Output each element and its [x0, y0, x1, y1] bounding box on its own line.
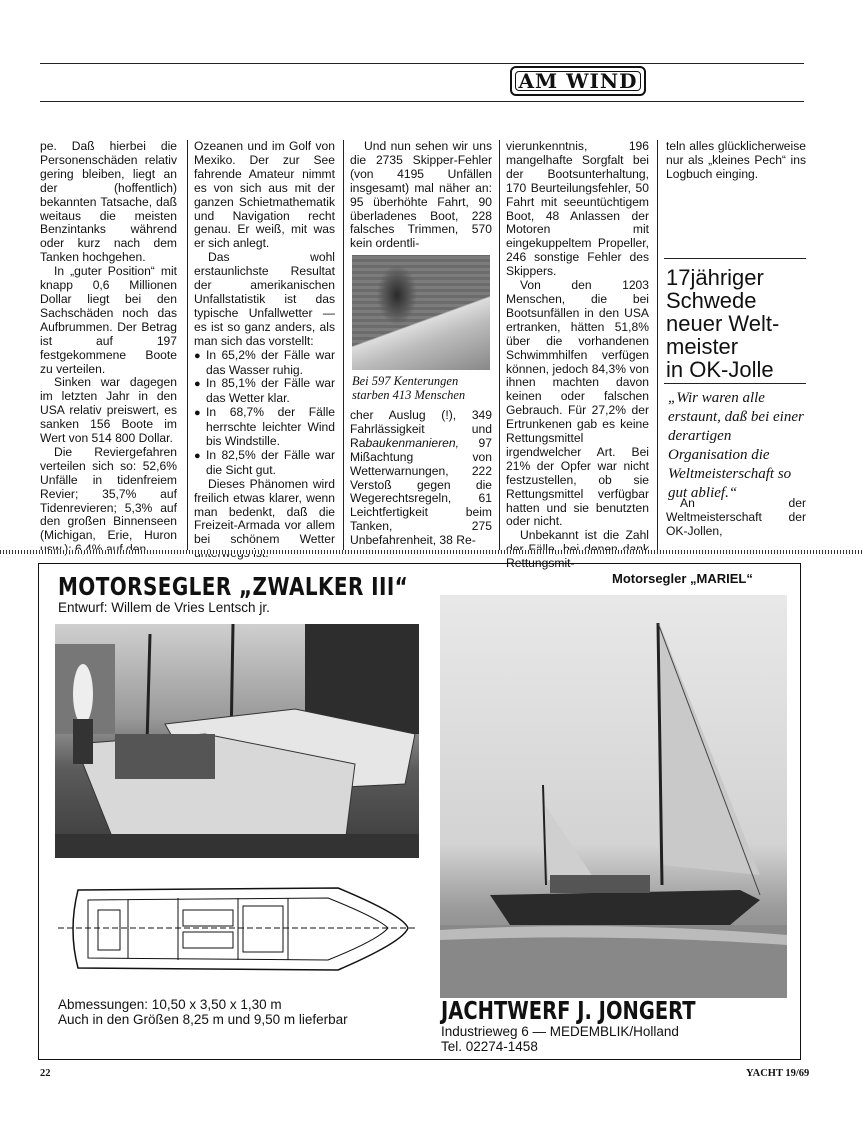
- zwalker-boat-photo: [55, 624, 419, 858]
- shipyard-address: [441, 1024, 679, 1054]
- shipyard-name: JACHTWERF J. JONGERT: [441, 996, 696, 1025]
- paragraph: Sinken war dagegen im letzten Jahr in den USA relativ preiswert, es sanken 156 Boote im Wert von 514 800 Dollar.: [40, 375, 177, 446]
- ad-mariel-label: Motorsegler „MARIEL“: [612, 571, 753, 586]
- column-divider: [657, 140, 658, 550]
- paragraph: pe. Daß hierbei die Personenschäden relativ gering bleiben, liegt an der (hoffentlich) bekannten Tatsache, daß weitaus die meisten Benzintanks während oder kurz nach dem Tanken hochgehen.: [40, 139, 177, 265]
- news-headline: [666, 266, 779, 381]
- pull-quote: „Wir waren alle erstaunt, daß bei einer derartigen Organisation die Weltmeisterschaft so gut ablief.“: [668, 390, 804, 501]
- paragraph: In „guter Position“ mit knapp 0,6 Millionen Dollar liegt bei den Sachschäden noch das Aufbrummen. Der Betrag ist auf 197 festgekommene Boote zu verteilen.: [40, 264, 177, 376]
- bullet-item: ● In 82,5% der Fälle war die Sicht gut.: [194, 449, 335, 478]
- header-rule-bottom: [40, 101, 804, 102]
- paragraph: Unbekannt ist die Zahl Rettungsmit-: [506, 528, 649, 571]
- page-number: 22: [40, 1068, 51, 1079]
- paragraph: Von den 1203 Menschen, die bei Bootsunfällen in den USA ertranken, hätten 51,8% über die vorhandenen Schwimmhilfen verfügen können, jedoch 84,3% von ihnen machten davon keinen oder falschen Gebrauch. Für 27,2% der Ertrunkenen gab es keine Rettungsmittel irgendwelcher Art. Bei 21% der Opfer war nicht festzustellen, ob sie Rettungsmittel verfügbar hatten und sie benutzten oder nicht.: [506, 278, 649, 529]
- paragraph: An der Weltmeisterschaft der OK-Jollen,: [666, 496, 806, 538]
- paragraph: [350, 409, 492, 548]
- headline-rule-top: [664, 258, 806, 259]
- paragraph: Dieses Phänomen wird freilich etwas klarer, wenn man bedenkt, daß die Freizeit-Armada vor allem bei schönem Wetter: [194, 476, 335, 547]
- separator-strip: [0, 550, 864, 554]
- dimensions-line: Abmessungen: 10,50 x 3,50 x 1,30 m: [58, 997, 282, 1012]
- zwalker-photo-illustration: [55, 624, 419, 858]
- article-column-5-bottom: [666, 497, 806, 539]
- paragraph: Ozeanen und im Golf von Mexiko. Der zur See fahrende Amateur nimmt es von sich aus mit der ganzen Schietmathematik und Navigation recht genau. Er weiß, mit was er sich anlegt.: [194, 139, 335, 251]
- deck-plan-drawing: [58, 880, 418, 980]
- italic-run: baukenmanieren,: [365, 435, 459, 450]
- bullet-item: ● In 68,7% der Fälle herrschte leichter Wind bis Windstille.: [194, 406, 335, 449]
- paragraph: Die Reviergefahren verteilen sich so: 52,6% Unfälle in tidenfreiem Revier; 35,7% auf Tidenrevieren; 5,3% auf den großen Binnenseen (Michigan, Erie, Huron: [40, 444, 177, 543]
- phone-line: Tel. 02274-1458: [441, 1039, 538, 1054]
- article-column-3-top: [350, 140, 492, 251]
- headline-rule-bottom: [664, 383, 806, 384]
- bullet-item: ● In 85,1% der Fälle war das Wetter klar.: [194, 377, 335, 406]
- mariel-photo-illustration: [440, 595, 787, 998]
- ad-designer: Entwurf: Willem de Vries Lentsch jr.: [58, 600, 270, 615]
- section-badge: [510, 66, 646, 96]
- headline-line: 17jähriger: [666, 265, 764, 290]
- header-rule-top: [40, 63, 804, 64]
- article-column-5-top: [666, 140, 806, 182]
- paragraph: teln alles glücklicherweise nur als „kleines Pech“ ins Logbuch einging.: [666, 139, 806, 181]
- paragraph: vierunkenntnis, 196 mangelhafte Sorgfalt bei der Bootsunterhaltung, 170 Beurteilungsfehler, 50 Fahrt mit seeuntüchtigem Boot, 48 Anlassen der Motoren mit eingekuppeltem Propeller, 246 sonstige Fehler des Skippers.: [506, 139, 649, 279]
- paragraph: Und nun sehen wir uns die 2735 Skipper-Fehler (von 4195 Unfällen insgesamt) mal näher an: 95 überhöhte Fahrt, 90 überladenes Boot, 228 falsches Trimmen, 570 kein ordentli-: [350, 139, 492, 251]
- text-run: 97 Mißachtung von Wetterwarnungen, 222 Verstoß gegen die Wegerechtsregeln, 61 Leichtfertigkeit beim Tanken, 275 Unbefahrenheit, 38 Re-: [350, 435, 492, 548]
- bullet-item: ● In 65,2% der Fälle war das Wasser ruhig.: [194, 349, 335, 378]
- headline-line: meister: [666, 334, 739, 359]
- column-divider: [499, 140, 500, 550]
- dimensions-text: [58, 997, 348, 1027]
- column-divider: [187, 140, 188, 550]
- ad-title: MOTORSEGLER „ZWALKER III“: [58, 572, 409, 601]
- headline-line: Schwede: [666, 288, 757, 313]
- article-column-3-bottom: [350, 409, 492, 548]
- headline-line: neuer Welt-: [666, 311, 780, 336]
- headline-line: in OK-Jolle: [666, 357, 774, 382]
- section-label: AM WIND: [518, 69, 638, 93]
- photo-caption: Bei 597 Kenterungen starben 413 Menschen: [352, 374, 466, 402]
- sizes-line: Auch in den Größen 8,25 m und 9,50 m lieferbar: [58, 1012, 348, 1027]
- issue-label: YACHT 19/69: [746, 1068, 810, 1079]
- text-run: cher Auslug (!), 349 Fahrlässigkeit und Ra: [350, 408, 492, 450]
- article-column-1: [40, 140, 177, 557]
- mariel-boat-photo: [440, 595, 787, 998]
- paragraph: Das wohl erstaunlichste Resultat der amerikanischen Unfallstatistik ist das typische Unfallwetter — es ist so ganz anders, als man sich das vorstellt:: [194, 250, 335, 348]
- deck-plan-svg: [58, 880, 418, 980]
- column-divider: [343, 140, 344, 550]
- address-line: Industrieweg 6 — MEDEMBLIK/Holland: [441, 1024, 679, 1039]
- article-column-2: [194, 140, 335, 561]
- capsized-boat-photo: [352, 255, 490, 370]
- article-column-4: [506, 140, 649, 571]
